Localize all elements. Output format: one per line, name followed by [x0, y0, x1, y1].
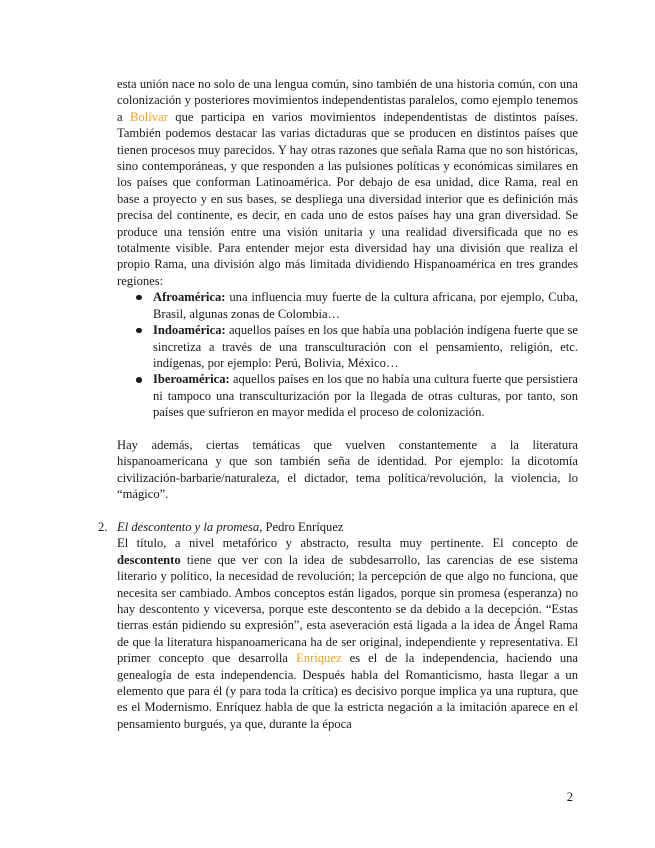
- region-description: aquellos países en los que no había una cultura fuerte que persistiera ni tampoco una transculturización por la llegada de otras culturas, por tanto, son países que sufrieron en mayor medida el proceso de colonización.: [153, 372, 578, 420]
- paragraph-descontento-text-b: tiene que ver con la idea de subdesarrollo, las carencias de ese sistema literario y político, la necesidad de revolución; la percepción de que algo no funciona, que necesita ser cambiado. Ambos conceptos están ligados, porque sin promesa (esperanza) no hay descontento y viceversa, porque este descontento se da debido a la decepción. “Estas tierras están pidiendo su expresión”, esta aseveración está ligada a la idea de Ángel Rama de que la literatura hispanoamericana ha de ser original, independiente y representativa. El primer concepto que desarrolla: [117, 552, 578, 666]
- list-item: [117, 289, 578, 322]
- descontento-term: descontento: [117, 552, 181, 567]
- bolivar-highlight: Bolívar: [130, 109, 168, 124]
- spacer: [117, 503, 578, 519]
- paragraph-unity: [117, 76, 578, 289]
- region-term: Iberoamérica:: [153, 372, 230, 387]
- regions-list: [117, 289, 578, 420]
- section-author: , Pedro Enríquez: [259, 519, 344, 534]
- region-description: una influencia muy fuerte de la cultura africana, por ejemplo, Cuba, Brasil, algunas zonas de Colombia…: [153, 290, 578, 321]
- bullet-icon: [136, 377, 142, 383]
- page-number: 2: [566, 790, 573, 804]
- section-2: [98, 519, 578, 732]
- paragraph-unity-text-a: esta unión nace no solo de una lengua común, sino también de una historia común, con una colonización y posteriores movimientos independentistas paralelos, como ejemplo tenemos a: [117, 77, 578, 124]
- section-number: 2.: [98, 519, 108, 534]
- region-term: Indoamérica:: [153, 323, 226, 338]
- paragraph-unity-text-b: que participa en varios movimientos independentistas de distintos países. También podemos destacar las varias dictaduras que se producen en distintos países que tienen procesos muy parecidos. Y hay otras razones que señala Rama que no son históricas, sino contemporáneas, y que responden a las pulsiones políticas y económicas similares en los países que conforman Latinoamérica. Por debajo de esa unidad, dice Rama, real en base a proyecto y en sus bases, se despliega una diversidad interior que es definición más precisa del continente, es decir, en cada uno de estos países hay una gran diversidad. Se produce una tensión entre una visión unitaria y una realidad diversificada que no es totalmente visible. Para entender mejor esta diversidad hay una división que realiza el propio Rama, una división algo más limitada dividiendo Hispanoamérica en tres grandes regiones:: [117, 109, 578, 288]
- list-item: [117, 322, 578, 371]
- region-term: Afroamérica:: [153, 290, 226, 305]
- bullet-icon: [136, 328, 142, 334]
- enriquez-highlight: Enríquez: [296, 651, 342, 666]
- paragraph-descontento-text-c: es el de la independencia, haciendo una genealogía de esta independencia. Después habla del Romanticismo, hasta llegar a un elemento que para él (y para toda la crítica) es decisivo porque implica ya una ruptura, que es el Modernismo. Enríquez habla de que la estricta negación a la imitación aparece en el pensamiento burgués, ya que, durante la época: [117, 651, 578, 731]
- section-title: El descontento y la promesa: [117, 519, 260, 534]
- paragraph-descontento-text-a: El título, a nivel metafórico y abstracto, resulta muy pertinente. El concepto de: [117, 536, 578, 551]
- list-item: [117, 371, 578, 420]
- spacer: [117, 421, 578, 437]
- paragraph-descontento: [117, 535, 578, 732]
- section-heading: [117, 519, 578, 535]
- bullet-icon: [136, 295, 142, 301]
- paragraph-themes: Hay además, ciertas temáticas que vuelven constantemente a la literatura hispanoamericana y que son también seña de identidad. Por ejemplo: la dicotomía civilización-barbarie/naturaleza, el dictador, tema política/revolución, la violencia, lo “mágico”.: [117, 437, 578, 502]
- body-text: [98, 76, 578, 732]
- region-description: aquellos países en los que había una población indígena fuerte que se sincretiza a través de una transculturación con el pensamiento, religión, etc. indígenas, por ejemplo: Perú, Bolivia, México…: [153, 323, 578, 370]
